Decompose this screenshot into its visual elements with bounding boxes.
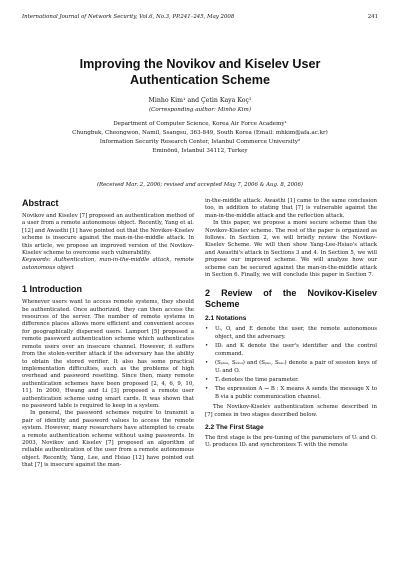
received-dates: (Received Mar. 2, 2006; revised and accepted May 7, 2006 & Aug. 8, 2006) bbox=[96, 182, 304, 188]
right-paragraph-3: The Novikov-Kiselev authentication scheme described in [7] comes in two stages described below. bbox=[205, 404, 377, 418]
journal-line: International Journal of Network Security, Vol.6, No.3, PP.241–245, May 2008 bbox=[22, 14, 235, 20]
list-item: • IDᵢ and K denote the user's identifier and the control command. bbox=[205, 343, 377, 357]
right-paragraph-4: The first stage is the pre-tuning of the parameters of Uᵢ and O. Uᵢ produces IDᵢ and synchronizes Tᵢ with the remote bbox=[205, 434, 377, 449]
affiliation-line: Information Security Research Center, Istanbul Commerce University² bbox=[99, 139, 301, 145]
abstract-body: Novikov and Kiselev [7] proposed an authentication method of a user from a remote autonomous object. Recently, Yang et al. [12] and Awasthi [1] have pointed out that the Novikov-Kiselev scheme is insecure against the man-in-the-middle attack. In this article, we propose an improved version of the Novikov-Kiselev scheme to overcome such vulnerability. bbox=[22, 213, 194, 257]
keywords-label: Keywords: bbox=[22, 257, 51, 264]
list-item: • The expression A → B : X means A sends the message X to B via a public communication channel. bbox=[205, 386, 377, 400]
introduction-heading: 1 Introduction bbox=[22, 284, 82, 295]
list-item: • Uᵢ, O, and E denote the user, the remote autonomous object, and the adversary. bbox=[205, 326, 377, 340]
first-stage-heading: 2.2 The First Stage bbox=[205, 423, 264, 431]
affiliation-line: Chungbuk, Cheongwon, Namil, Ssangsu, 363-849, South Korea (Email: mhkim@afa.ac.kr) bbox=[72, 130, 328, 136]
author-list: Minho Kim¹ and Çetin Kaya Koç² bbox=[148, 97, 252, 104]
page-number: 241 bbox=[367, 14, 378, 20]
notation-list bbox=[205, 326, 377, 401]
paper-title: Improving the Novikov and Kiselev User Authentication Scheme bbox=[79, 57, 321, 87]
right-paragraph-2: In this paper, we propose a more secure scheme than the Novikov-Kiselev scheme. The rest of the paper is organized as follows. In Section 2, we will briefly review the Novikov-Kiselev Scheme. We will then show Yang-Lee-Hsiao's attack and Awasthi's attack in Sections 3 and 4. In Section 5, we will propose our improved scheme. We will analyze how our scheme can be secured against the man-in-the-middle attack in Section 6. Finally, we will conclude this paper in Section 7. bbox=[205, 220, 377, 279]
affiliation-line: Eminönü, Istanbul 34112, Turkey bbox=[152, 148, 248, 154]
right-column bbox=[205, 198, 377, 450]
notations-heading: 2.1 Notations bbox=[205, 315, 247, 323]
affiliation-line: Department of Computer Science, Korea Air Force Academy¹ bbox=[113, 121, 287, 127]
keywords bbox=[22, 257, 194, 272]
abstract-heading: Abstract bbox=[22, 198, 59, 208]
intro-paragraph-2: In general, the password schemes require to transmit a pair of identity and password values to access the remote system. However, many researchers have attempted to create a remote authentication scheme without using passwords. In 2003, Novikov and Kiselev [7] proposed an algorithm of reliable authentication of the user from a remote autonomous object. Recently, Yang, Lee, and Hsiao [12] have pointed out that [7] is insecure against the man- bbox=[22, 410, 194, 469]
running-head bbox=[22, 14, 378, 20]
corresponding-author-note: (Corresponding author: Minho Kim) bbox=[148, 107, 252, 113]
list-item: • (Sₚₖᵤᵢ, Sₛₖᵤᵢ) and (Sₚₖₒ, Sₛₖₒ) denote a pair of session keys of Uᵢ and O. bbox=[205, 360, 377, 374]
right-paragraph-1: in-the-middle attack. Awasthi [1] came to the same conclusion too, in addition to stating that [7] is vulnerable against the man-in-the-middle attack and the reflection attack. bbox=[205, 198, 377, 219]
intro-paragraph-1: Whenever users want to access remote systems, they should be authenticated. Once authorized, they can then access the resources of the server. The number of remote systems in difference places allows more efficient and convenient access for geographically dispersed users. Lamport [5] proposed a remote password authentication scheme which authenticates remote users over an insecure channel. However, it suffers from the stolen-verifier attack if the adversary has the ability to obtain the stored verifier. It also has some practical implementation difficulties, such as the problems of high overhead and password resetting. Since then, many remote authentication schemes have been proposed [2, 4, 6, 9, 10, 11]. In 2000, Hwang and Li [3] proposed a remote user authentication scheme using smart cards. It was shown that no password table is required to keep in a system. bbox=[22, 299, 194, 409]
review-heading: 2 Review of the Novikov-Kiselev Scheme bbox=[205, 288, 377, 310]
list-item: • Tᵢ denotes the time parameter. bbox=[205, 376, 299, 383]
left-column bbox=[22, 198, 194, 470]
keywords-text: Authentication, man-in-the-middle attack, remote autonomous object bbox=[22, 257, 194, 271]
